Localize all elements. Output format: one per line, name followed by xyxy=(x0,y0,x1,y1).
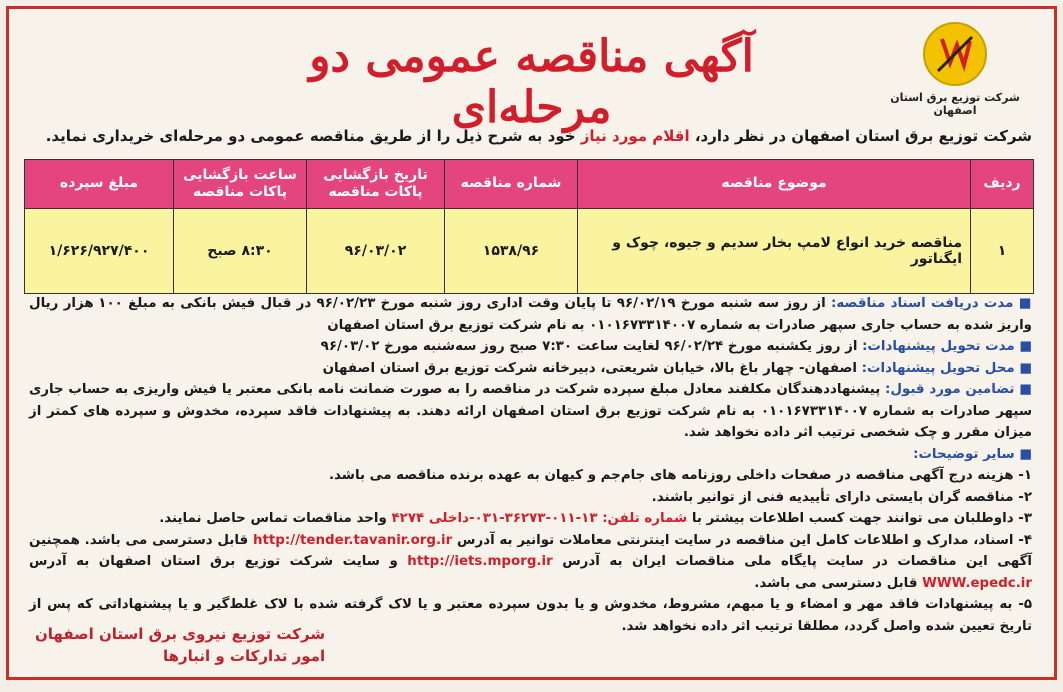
guarantee-paragraph: ■ تضامین مورد قبول: پیشنهاددهندگان مکلفند معادل مبلغ سپرده شرکت در مناقصه را به صورت ضمانت نامه بانکی معتبر یا فیش واریزی به حساب جاری سپهر صادرات به شماره ۰۱۰۱۶۷۳۳۱۴۰۰۷ به نام شرکت توزیع برق استان اصفهان ارائه دهند. به پیشنهادات فاقد سپرده، مخدوش و سپرده های کمتر از میزان مقرر و چک شخصی ترتیب اثر داده نخواهد شد. xyxy=(29,382,1033,440)
header-row: ردیف xyxy=(971,160,1034,209)
logo-caption: شرکت توزیع برق استان اصفهان xyxy=(890,91,1020,117)
epedc-link[interactable]: WWW.epedc.ir xyxy=(922,575,1032,591)
note-1: ۱- هزینه درج آگهی مناقصه در صفحات داخلی روزنامه های جام‌جم و کیهان به عهده برنده مناقصه می باشد. xyxy=(328,468,1032,483)
cell-subject: مناقصه خرید انواع لامپ بخار سدیم و جیوه، چوک و ایگناتور xyxy=(578,209,971,294)
company-logo xyxy=(870,19,1040,117)
header-subject: موضوع مناقصه xyxy=(578,160,971,209)
header-open-date: تاریخ بازگشایی پاکات مناقصه xyxy=(307,160,445,209)
header-deposit: مبلغ سپرده xyxy=(25,160,174,209)
header-number: شماره مناقصه xyxy=(445,160,578,209)
cell-number: ۱۵۳۸/۹۶ xyxy=(445,209,578,294)
lightning-logo-icon xyxy=(920,19,990,89)
signature-block xyxy=(35,623,325,667)
intro-text: شرکت توزیع برق استان اصفهان در نظر دارد، اقلام مورد نیاز خود به شرح ذیل را از طریق مناقصه عمومی دو مرحله‌ای خریداری نماید. xyxy=(45,127,1032,145)
cell-open-time: ۸:۳۰ صبح xyxy=(174,209,307,294)
tender-link[interactable]: http://tender.tavanir.org.ir xyxy=(252,532,453,548)
tender-notice xyxy=(6,6,1057,680)
other-heading: ■ سایر توضیحات: xyxy=(913,446,1032,462)
note-3: ۳- داوطلبان می توانند جهت کسب اطلاعات بیشتر با شماره تلفن: ۱۳-۰۱۱-۳۶۲۷۳-۰۳۱-داخلی ۴۲۷۴ واحد مناقصات تماس حاصل نمایند. xyxy=(159,511,1032,526)
note-2: ۲- مناقصه گران بایستی دارای تأییدیه فنی از توانیر باشند. xyxy=(651,489,1032,505)
table-row xyxy=(25,209,1034,294)
header-open-time: ساعت بازگشایی پاکات مناقصه xyxy=(174,160,307,209)
note-4: ۴- اسناد، مدارک و اطلاعات کامل این مناقصه در سایت اینترنتی معاملات توانیر به آدرس http://tender.tavanir.org.ir قابل دسترسی می باشد. همچنین آگهی این مناقصات در سایت پایگاه ملی مناقصات ایران به آدرس http://iets.mporg.ir و سایت شرکت توزیع برق استان اصفهان به آدرس WWW.epedc.ir قابل دسترسی می باشد. xyxy=(29,532,1032,591)
place-paragraph: ■ محل تحویل پیشنهادات: اصفهان- چهار باغ بالا، خیابان شریعتی، دبیرخانه شرکت توزیع برق استان اصفهان xyxy=(322,360,1032,376)
iets-link[interactable]: http://iets.mporg.ir xyxy=(407,554,553,569)
note-5: ۵- به پیشنهادات فاقد مهر و امضاء و یا مبهم، مشروط، مخدوش و یا بدون سپرده معتبر و یا لاک گرفته شده با لاک غلط‌گیر و یا پیشنهاداتی که پس از تاریخ تعیین شده واصل گردد، مطلقا ترتیب اثر داده نخواهد شد. xyxy=(29,597,1032,634)
cell-row: ۱ xyxy=(971,209,1034,294)
delivery-paragraph: ■ مدت تحویل پیشنهادات: از روز یکشنبه مورخ ۹۶/۰۲/۲۴ لغایت ساعت ۷:۳۰ صبح روز سه‌شنبه مورخ ۹۶/۰۳/۰۲ xyxy=(320,339,1032,354)
docs-paragraph: ■ مدت دریافت اسناد مناقصه: از روز سه شنبه مورخ ۹۶/۰۲/۱۹ تا پایان وقت اداری روز شنبه مورخ ۹۶/۰۲/۲۳ در قبال فیش بانکی به مبلغ ۱۰۰ هزار ریال واریز شده به حساب جاری سپهر صادرات به شماره ۰۱۰۱۶۷۳۳۱۴۰۰۷ به نام شرکت توزیع برق استان اصفهان xyxy=(29,296,1032,333)
cell-open-date: ۹۶/۰۳/۰۲ xyxy=(307,209,445,294)
page-title: آگهی مناقصه عمومی دو مرحله‌ای xyxy=(309,31,754,133)
notice-body xyxy=(29,293,1032,637)
footer-department: امور تدارکات و انبارها xyxy=(162,647,326,665)
tender-table xyxy=(24,159,1034,294)
cell-deposit: ۱/۶۲۶/۹۲۷/۴۰۰ xyxy=(25,209,174,294)
footer-company: شرکت توزیع نیروی برق استان اصفهان xyxy=(35,625,326,643)
